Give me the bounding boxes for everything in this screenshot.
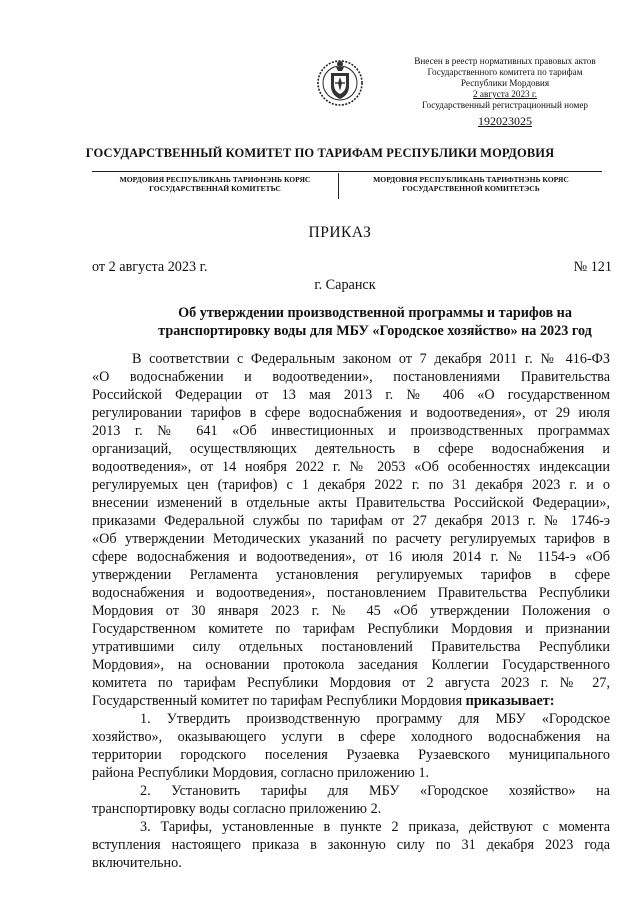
item-line: 2. Установить тарифы для МБУ «Городское хозяйство» на bbox=[140, 783, 610, 799]
item-line: 3. Тарифы, установленные в пункте 2 приказа, действуют с момента bbox=[140, 819, 610, 835]
erzya-name bbox=[92, 175, 338, 193]
body-line: утверждении Регламента установления регулируемых тарифов в сфере bbox=[92, 567, 610, 583]
body-line-text: Государственный комитет по тарифам Республики Мордовия bbox=[92, 693, 463, 709]
body-line: регулировании тарифов в сфере водоснабжения и водоотведения», от 29 июля bbox=[92, 405, 610, 421]
body-line: внесении изменений в отдельные акты Правительства Российской Федерации», bbox=[92, 495, 610, 511]
item-line: включительно. bbox=[92, 855, 182, 871]
header-divider bbox=[92, 171, 602, 172]
order-number: № 121 bbox=[573, 259, 612, 275]
body-line: Государственном комитете по тарифам Республики Мордовия и признании bbox=[92, 621, 610, 637]
body-line: утратившими силу отдельных постановлений Правительства Республики bbox=[92, 639, 610, 655]
body-line: Мордовия», на основании протокола заседания Коллегии Государственного bbox=[92, 657, 610, 673]
header-column-divider bbox=[338, 173, 339, 199]
body-line-final bbox=[92, 692, 610, 710]
resolution-keyword: приказывает: bbox=[465, 693, 555, 709]
item-line: транспортировку воды согласно приложению 2. bbox=[92, 801, 382, 817]
order-subject-line: Об утверждении производственной программы и тарифов на bbox=[178, 305, 572, 321]
order-subject bbox=[60, 304, 640, 340]
body-line: водоотведения», от 14 ноября 2022 г. № 2053 «Об особенностях индексации bbox=[92, 459, 610, 475]
registration-number: 192023025 bbox=[478, 114, 532, 128]
body-line: «Об утверждении Методических указаний по расчету регулируемых тарифов в bbox=[92, 531, 610, 547]
order-subject-line: транспортировку воды для МБУ «Городское хозяйство» на 2023 год bbox=[158, 323, 592, 339]
item-line: района Республики Мордовия, согласно приложению 1. bbox=[92, 765, 430, 781]
body-line: Российской Федерации от 13 мая 2013 г. № 406 «О государственном bbox=[92, 387, 610, 403]
moksha-name-line: ГОСУДАРСТВЕННОЙ КОМИТЕТЭСЬ bbox=[402, 184, 540, 193]
moksha-name-line: МОРДОВИЯ РЕСПУБЛИКАНЬ ТАРИФТНЭНЬ КОРЯС bbox=[373, 175, 569, 184]
registry-note-line: Внесен в реестр нормативных правовых актов bbox=[414, 56, 596, 66]
body-line: В соответствии с Федеральным законом от 7 декабря 2011 г. № 416-ФЗ bbox=[132, 351, 610, 367]
body-line: регулируемых цен (тарифов) с 1 декабря 2022 г. по 31 декабря 2023 г. и о bbox=[92, 477, 610, 493]
registry-note-line: Республики Мордовия bbox=[460, 78, 550, 88]
registry-date: 2 августа 2023 г. bbox=[473, 89, 537, 99]
body-line: 2013 г. № 641 «Об инвестиционных и производственных программах bbox=[92, 423, 610, 439]
moksha-name bbox=[340, 175, 602, 193]
committee-title: ГОСУДАРСТВЕННЫЙ КОМИТЕТ ПО ТАРИФАМ РЕСПУБЛИКИ МОРДОВИЯ bbox=[85, 146, 555, 160]
item-line: хозяйство», оказывающего услуги в сфере холодного водоснабжения на bbox=[92, 729, 610, 745]
registry-note-line: Государственного комитета по тарифам bbox=[427, 67, 583, 77]
coat-of-arms-emblem bbox=[314, 56, 366, 108]
order-city: г. Саранск bbox=[314, 277, 376, 293]
body-line: комитета по тарифам Республики Мордовия от 2 августа 2023 г. № 27, bbox=[92, 675, 610, 691]
item-line: вступления настоящего приказа в законную силу по 31 декабря 2023 года bbox=[92, 837, 610, 853]
order-date: от 2 августа 2023 г. bbox=[92, 259, 208, 275]
body-line: организаций, осуществляющих деятельность в сфере водоснабжения и bbox=[92, 441, 610, 457]
item-line: территории городского поселения Рузаевка Рузаевского муниципального bbox=[92, 747, 610, 763]
body-line: приказами Федеральной службы по тарифам от 27 декабря 2013 г. № 1746-э bbox=[92, 513, 610, 529]
body-line: «О водоснабжении и водоотведении», постановлениями Правительства bbox=[92, 369, 610, 385]
body-line: водоснабжения и водоотведения», постановлением Правительства Республики bbox=[92, 585, 610, 601]
erzya-name-line: МОРДОВИЯ РЕСПУБЛИКАНЬ ТАРИФНЭНЬ КОРЯС bbox=[119, 175, 311, 184]
body-line: сфере водоснабжения и водоотведения», от 16 июля 2014 г. № 1154-э «Об bbox=[92, 549, 610, 565]
item-line: 1. Утвердить производственную программу для МБУ «Городское bbox=[140, 711, 610, 727]
body-line: Мордовия от 30 января 2023 г. № 45 «Об утверждении Положения о bbox=[92, 603, 610, 619]
erzya-name-line: ГОСУДАРСТВЕННАЙ КОМИТЕТЬС bbox=[149, 184, 281, 193]
registry-note-line: Государственный регистрационный номер bbox=[421, 100, 589, 110]
document-type-heading: ПРИКАЗ bbox=[308, 224, 372, 241]
